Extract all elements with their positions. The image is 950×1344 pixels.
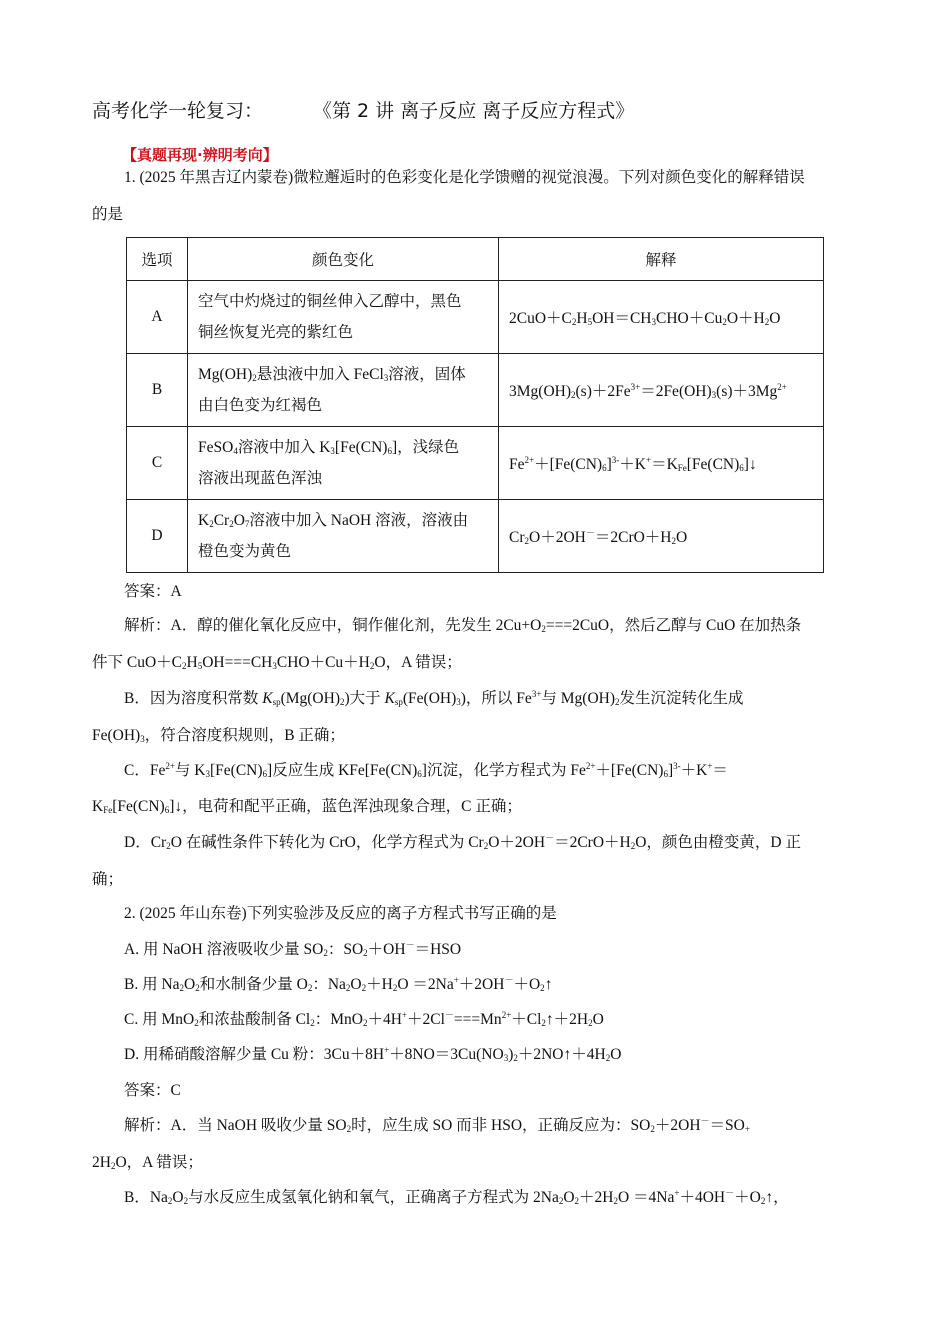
subscript: 6: [739, 463, 744, 473]
superscript: 2+: [777, 382, 787, 392]
row-b-desc-text: 悬浊液中加入 FeCl: [256, 366, 384, 383]
subscript: 4: [233, 446, 238, 456]
subscript: 3: [651, 317, 656, 327]
row-c-desc-text2: ]，浅绿色: [391, 439, 460, 456]
option-label: C: [127, 427, 188, 500]
subscript: 2: [571, 317, 577, 327]
subscript: 2: [229, 519, 234, 529]
q2-option-c: C. 用 MnO$_2$和浓盐酸制备 $Cl_2$：$MnO_2+4H^++2Cl^-===Mn^{2+}+Cl_2↑+2H_2O$: [124, 1010, 604, 1028]
row-c-desc-text: 溶液中加入 K: [237, 439, 331, 456]
row-c-desc: FeSO$_4$溶液中加入 $K_3[Fe(CN)_6]$，浅绿色 溶液出现蓝色浑浊: [188, 427, 499, 500]
table-row-b: [127, 354, 824, 427]
row-a-equation: $2CuO+C_2H_5OH=CH_3CHO+Cu_2O+H_2O$: [499, 281, 824, 354]
q1-exp-a-line1: 解析：A．醇的催化氧化反应中，铜作催化剂，先发生 $2Cu+O_2===2CuO$，然后乙醇与 CuO 在加热条: [124, 617, 802, 634]
row-d-desc-line2: 橙色变为黄色: [198, 543, 292, 560]
q1-stem-line2: 的是: [92, 206, 124, 223]
superscript: +: [645, 455, 652, 465]
q2-option-a: A. 用 NaOH 溶液吸收少量 $SO_2$：$SO_2+OH^-=HSO$: [124, 940, 462, 958]
header-color-change: 颜色变化: [188, 238, 499, 281]
row-a-desc: [188, 281, 499, 354]
option-label: B: [127, 354, 188, 427]
title-prefix: 高考化学一轮复习：: [92, 100, 264, 122]
subscript: 2: [671, 536, 676, 546]
q2-answer: 答案：C: [124, 1082, 181, 1099]
subscript: 2: [524, 536, 529, 546]
q1-exp-b-line2: $Fe(OH)_3$，符合溶度积规则，B 正确；: [92, 727, 345, 744]
subscript: 2: [764, 317, 770, 327]
superscript: 3+: [630, 382, 641, 392]
q1-stem-line1: 1. (2025 年黑吉辽内蒙卷)微粒邂逅时的色彩变化是化学馈赠的视觉浪漫。下列对颜色变化的解释错误: [124, 169, 805, 186]
option-label: A: [127, 281, 188, 354]
subscript: Fe: [677, 463, 687, 473]
q2-exp-b-line1: B．$Na_2O_2$与水反应生成氢氧化钠和氧气，正确离子方程式为 $2Na_2O_2+2H_2O$ $=4Na^++4OH^-+O_2↑$，: [124, 1188, 789, 1206]
subscript: 5: [587, 317, 593, 327]
superscript: －: [585, 528, 595, 538]
subscript: 2: [209, 519, 214, 529]
q2-option-b: B. 用 $Na_2O_2$和水制备少量 $O_2$：$Na_2O_2+H_2O$ $=2Na^++2OH^-+O_2↑$: [124, 975, 553, 993]
subscript: 6: [387, 446, 392, 456]
table-row-a: [127, 281, 824, 354]
q1-exp-c-line2: $K_{Fe}[Fe(CN)_6]↓$，电荷和配平正确，蓝色浑浊现象合理，C 正确；: [92, 798, 522, 815]
q2-option-d: D. 用稀硝酸溶解少量 Cu 粉：$3Cu+8H^++8NO=3Cu(NO_3)_2+2NO↑+4H_2O$: [124, 1045, 622, 1063]
q1-exp-d-line1: D．$Cr_2O$ 在碱性条件下转化为 CrO，化学方程式为 $Cr_2O+2OH^-=2CrO+H_2O$，颜色由橙变黄，D 正: [124, 833, 801, 851]
row-d-desc: $K_2Cr_2O_7$溶液中加入 NaOH 溶液，溶液由 橙色变为黄色: [188, 500, 499, 573]
row-c-equation: $Fe^{2+}+[Fe(CN)_6]^{3-}+K^+=K_{Fe}[Fe(CN)_6]↓$: [499, 427, 824, 500]
row-b-equation: $3Mg(OH)_2(s)+2Fe^{3+}=2Fe(OH)_3(s)+3Mg^{2+}$: [499, 354, 824, 427]
header-option: 选项: [127, 238, 188, 281]
q1-exp-b-line1: B．因为溶度积常数 $K_{sp}(Mg(OH)_2)$大于 $K_{sp}(Fe(OH)_3)$，所以 $Fe^{3+}$与 $Mg(OH)_2$发生沉淀转化生成: [124, 689, 744, 707]
q2-exp-a-line1: 解析：A．当 NaOH 吸收少量 $SO_2$时，应生成 SO 而非 HSO，正确反应为：$SO_2+2OH^-=SO_+$: [124, 1116, 750, 1134]
subscript: 7: [244, 519, 250, 529]
q2-stem: 2. (2025 年山东卷)下列实验涉及反应的离子方程式书写正确的是: [124, 905, 557, 922]
subscript: 6: [602, 463, 607, 473]
row-a-desc-line2: 铜丝恢复光亮的紫红色: [198, 324, 354, 341]
q1-exp-a-line2: 件下 $CuO+C_2H_5OH===CH_3CHO+Cu+H_2O$，A 错误；: [92, 654, 462, 671]
subscript: 2: [252, 373, 257, 383]
row-b-desc-text2: 溶液，固体: [388, 366, 466, 383]
superscript: 3-: [611, 455, 620, 465]
subscript: 2: [722, 317, 727, 327]
subscript: 3: [383, 373, 389, 383]
option-label: D: [127, 500, 188, 573]
page-title: [92, 96, 635, 123]
title-lecture: 《第 2 讲 离子反应 离子反应方程式》: [313, 100, 635, 122]
table-row-d: [127, 500, 824, 573]
q1-exp-c-line1: C．$Fe^{2+}$与 $K_3[Fe(CN)_6]$反应生成 $KFe[Fe(CN)_6]$沉淀，化学方程式为 $Fe^{2+}+[Fe(CN)_6]^{3-}+K^+=$: [124, 761, 728, 779]
superscript: 2+: [524, 455, 535, 465]
table-row-c: [127, 427, 824, 500]
row-b-desc-line2: 由白色变为红褐色: [198, 397, 323, 414]
q2-exp-a-line2: $2H_2O$，A 错误；: [92, 1154, 203, 1171]
q1-exp-d-line2: 确；: [92, 871, 124, 888]
subscript: 3: [330, 446, 335, 456]
subscript: 2: [571, 390, 576, 400]
q1-options-table: [126, 237, 824, 573]
row-c-desc-line2: 溶液出现蓝色浑浊: [198, 470, 323, 487]
section-heading: 【真题再现·辨明考向】: [122, 146, 278, 164]
table-header-row: [127, 238, 824, 281]
row-d-equation: $Cr_2O+2OH^-=2CrO+H_2O$: [499, 500, 824, 573]
subscript: 3: [711, 390, 717, 400]
row-b-desc: $Mg(OH)_2$悬浊液中加入 FeCl$_3$溶液，固体 由白色变为红褐色: [188, 354, 499, 427]
q1-answer: 答案：A: [124, 583, 182, 600]
header-explanation: 解释: [499, 238, 824, 281]
row-d-desc-text: 溶液中加入 NaOH 溶液，溶液由: [249, 512, 469, 529]
row-a-desc-line1: 空气中灼烧过的铜丝伸入乙醇中，黑色: [198, 293, 462, 310]
